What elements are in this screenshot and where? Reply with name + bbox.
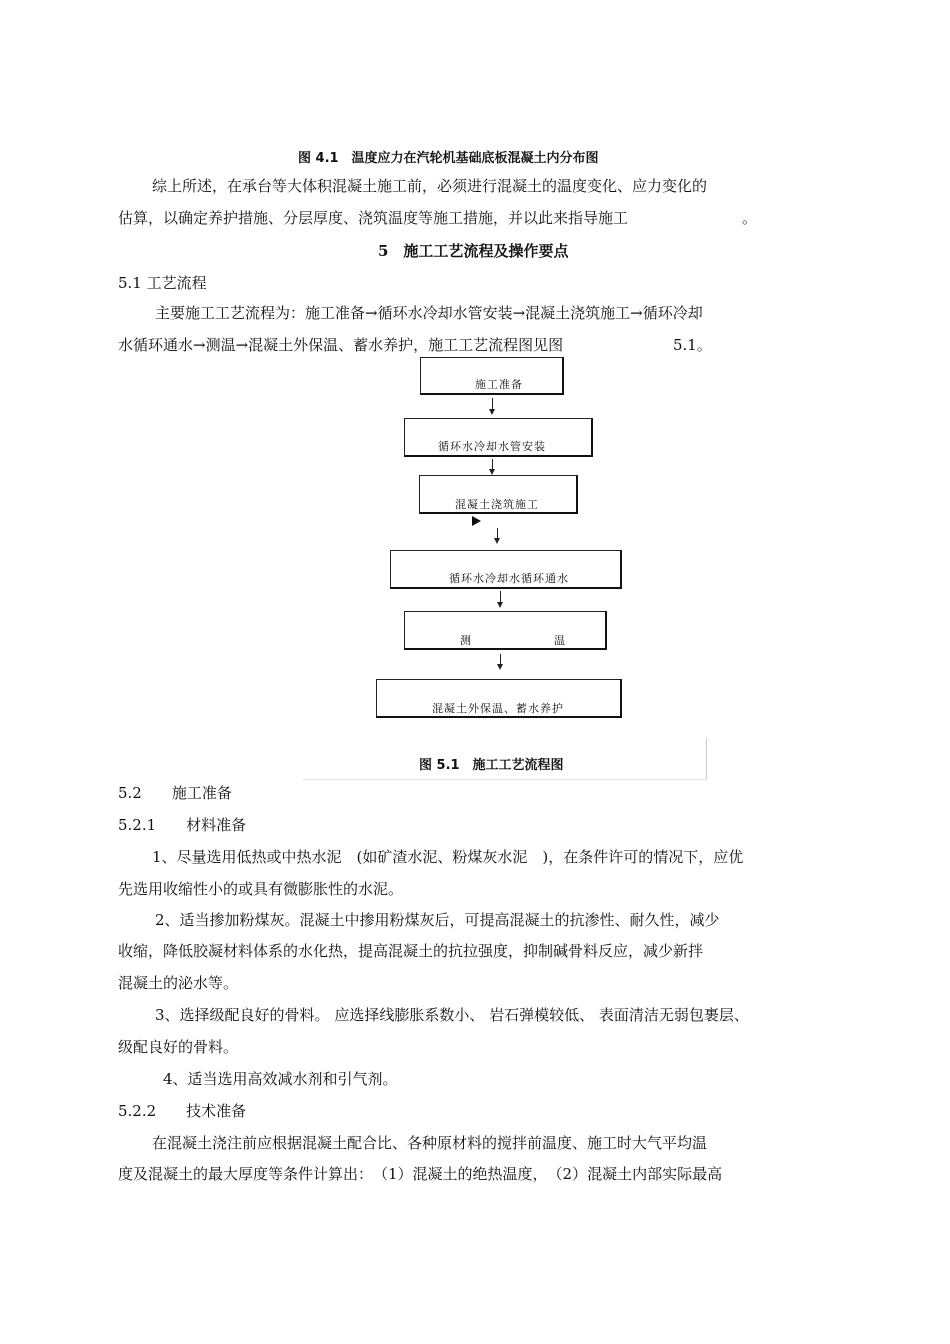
figure-4-1-caption: 图 4.1 温度应力在汽轮机基础底板混凝土内分布图: [298, 151, 599, 166]
material-item-3-line-2: 级配良好的骨料。: [118, 1038, 239, 1056]
flow-step-cooling-pipe-install-label: 循环水冷却水管安装: [438, 440, 546, 453]
material-item-1-line-2: 先选用收缩性小的或具有微膨胀性的水泥。: [118, 880, 404, 898]
summary-paragraph-line-1: 综上所述，在承台等大体积混凝土施工前，必须进行混凝土的温度变化、应力变化的: [152, 177, 708, 195]
flow-arrow-5: [500, 654, 501, 665]
figure-frame-bottom: [303, 779, 707, 780]
summary-paragraph-line-2: 估算，以确定养护措施、分层厚度、浇筑温度等施工措施，并以此来指导施工: [118, 209, 629, 227]
flow-step-insulation-curing: [376, 679, 622, 718]
flow-arrow-2: [492, 459, 493, 470]
section-5-2-2-title: 5.2.2 技术准备: [118, 1102, 247, 1120]
section-5-1-title: 5.1 工艺流程: [118, 274, 207, 292]
flow-step-temperature-measure: [404, 611, 607, 650]
flow-arrow-1: [492, 398, 493, 410]
figure-5-1-caption: 图 5.1 施工工艺流程图: [419, 758, 564, 773]
material-item-1-line-1: 1、尽量选用低热或中热水泥 (如矿渣水泥、粉煤灰水泥 )，在条件许可的情况下，应优: [152, 848, 744, 866]
technical-paragraph-line-1: 在混凝土浇注前应根据混凝土配合比、各种原材料的搅拌前温度、施工时大气平均温: [152, 1134, 708, 1152]
process-paragraph-figure-ref: 5.1。: [673, 336, 712, 354]
section-5-title: 5 施工工艺流程及操作要点: [378, 242, 569, 260]
flow-step-temperature-measure-label-b: 温: [554, 634, 566, 647]
flow-arrow-4: [500, 591, 501, 603]
section-5-2-1-title: 5.2.1 材料准备: [118, 816, 247, 834]
flow-arrow-3: [497, 528, 498, 539]
section-5-2-title: 5.2 施工准备: [118, 784, 232, 802]
technical-paragraph-line-2: 度及混凝土的最大厚度等条件计算出： （1）混凝土的绝热温度， （2）混凝土内部实际最高: [118, 1165, 723, 1183]
flow-triangle-marker: [472, 516, 481, 526]
material-item-3-line-1: 3、选择级配良好的骨料。 应选择线膨胀系数小、 岩石弹模较低、 表面清洁无弱包裹层、: [155, 1006, 749, 1024]
flow-step-cooling-pipe-install: [404, 418, 593, 457]
flow-step-water-circulation: [390, 550, 622, 589]
flow-step-preparation-label: 施工准备: [475, 378, 523, 391]
material-item-2-line-1: 2、适当掺加粉煤灰。混凝土中掺用粉煤灰后，可提高混凝土的抗渗性、耐久性，减少: [155, 911, 720, 929]
material-item-2-line-2: 收缩，降低胶凝材料体系的水化热，提高混凝土的抗拉强度，抑制碱骨料反应，减少新拌: [118, 942, 704, 960]
flow-step-concrete-pouring-label: 混凝土浇筑施工: [455, 498, 539, 511]
figure-frame-right: [706, 738, 707, 780]
material-item-4: 4、适当选用高效减水剂和引气剂。: [163, 1070, 398, 1088]
material-item-2-line-3: 混凝土的泌水等。: [118, 974, 239, 992]
flow-step-preparation: [420, 357, 564, 395]
flow-step-insulation-curing-label: 混凝土外保温、蓄水养护: [432, 702, 564, 715]
process-paragraph-line-2: 水循环通水→测温→混凝土外保温、蓄水养护，施工工艺流程图见图: [118, 336, 564, 354]
process-paragraph-line-1: 主要施工工艺流程为：施工准备→循环水冷却水管安装→混凝土浇筑施工→循环冷却: [155, 304, 703, 322]
flow-step-temperature-measure-label-a: 测: [460, 634, 472, 647]
flow-step-concrete-pouring: [419, 475, 578, 514]
summary-paragraph-end: 。: [742, 209, 758, 227]
flow-step-water-circulation-label: 循环水冷却水循环通水: [449, 572, 569, 585]
